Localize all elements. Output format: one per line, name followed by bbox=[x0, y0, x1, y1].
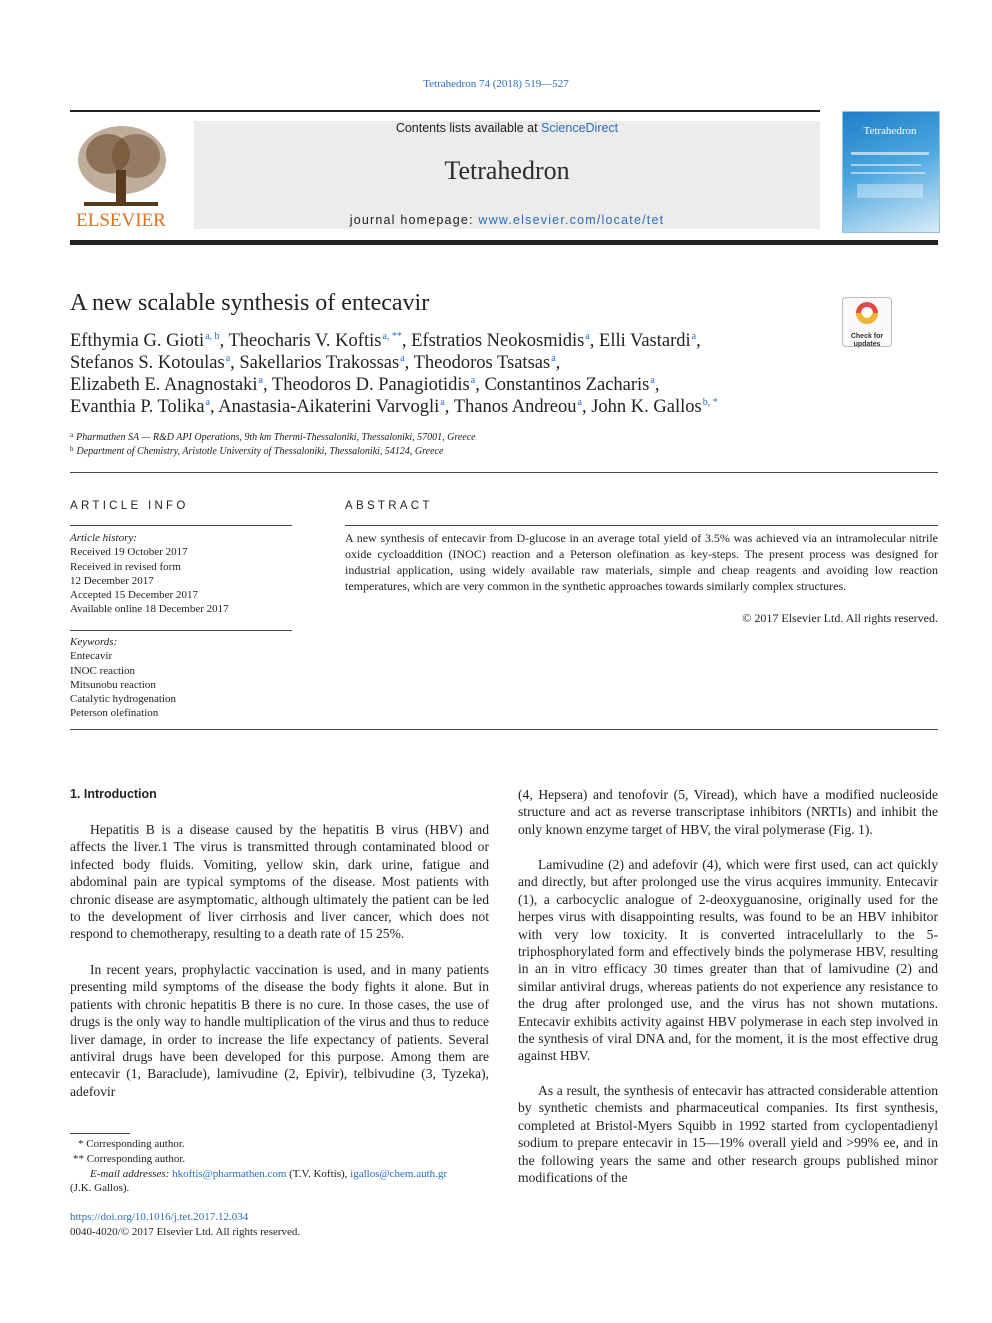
affiliation-text: Department of Chemistry, Aristotle University of Thessaloniki, Thessaloniki, 54124, Greece bbox=[76, 446, 444, 457]
author-name[interactable]: Elli Vastardi bbox=[599, 331, 691, 351]
keyword-item: Entecavir bbox=[70, 650, 113, 663]
email-link-gallos[interactable]: igallos@chem.auth.gr bbox=[350, 1167, 448, 1180]
abstract-copyright: © 2017 Elsevier Ltd. All rights reserved. bbox=[742, 611, 938, 625]
author-separator: , bbox=[262, 375, 272, 395]
keyword-item: Peterson olefination bbox=[70, 707, 159, 720]
author-name[interactable]: John K. Gallos bbox=[591, 397, 702, 417]
author-affiliation-marker[interactable]: a bbox=[585, 331, 590, 342]
history-list bbox=[70, 545, 292, 616]
keyword-item: Mitsunobu reaction bbox=[70, 678, 156, 691]
author-affiliation-marker[interactable]: a bbox=[440, 397, 445, 408]
author-affiliation-marker[interactable]: a bbox=[225, 353, 231, 364]
author-separator: , bbox=[404, 353, 414, 373]
author-affiliation-marker[interactable]: a bbox=[551, 353, 556, 364]
cover-title: Tetrahedron bbox=[863, 125, 917, 137]
affiliation-text: Pharmathen SA — R&D API Operations, 9th km Thermi-Thessaloniki, Thessaloniki, 57001, Greece bbox=[76, 432, 476, 443]
author-affiliation-marker[interactable]: a bbox=[577, 397, 582, 408]
sciencedirect-link[interactable]: ScienceDirect bbox=[541, 121, 619, 135]
journal-citation[interactable]: Tetrahedron 74 (2018) 519—527 bbox=[423, 78, 569, 90]
author-affiliation-marker[interactable]: a bbox=[258, 375, 263, 386]
author-name[interactable]: Anastasia-Aikaterini Varvogli bbox=[218, 397, 440, 417]
author-affiliation-marker[interactable]: a bbox=[400, 353, 405, 364]
article-info-heading: ARTICLE INFO bbox=[70, 500, 189, 512]
author-separator: , bbox=[475, 375, 485, 395]
email-owner-koftis: (T.V. Koftis), bbox=[286, 1167, 351, 1180]
affiliation bbox=[70, 431, 476, 443]
elsevier-tree-logo bbox=[70, 118, 172, 232]
abstract-bottom-rule bbox=[70, 729, 938, 730]
affiliation-marker: a bbox=[70, 431, 74, 439]
section-heading-introduction: 1. Introduction bbox=[70, 787, 157, 801]
keywords-rule bbox=[70, 630, 292, 631]
author-affiliation-marker[interactable]: a, b bbox=[205, 331, 220, 342]
history-item: 12 December 2017 bbox=[70, 574, 154, 587]
author-separator: , bbox=[219, 331, 229, 351]
abstract-text: A new synthesis of entecavir from D-glucose in an average total yield of 3.5% was achieved via an intramolecular nitrile oxide cycloaddition (INOC) reaction and a Peterson olefination as key-steps. The present process was designed for industrial application, using widely available raw materials, simple and cheap reagents and avoiding low reaction temperatures, which are very common in the synthetic approaches towards similarly complex structures. bbox=[345, 531, 938, 593]
intro-paragraph-2: In recent years, prophylactic vaccination is used, and in many patients presenting mild symptoms of the disease the body fights it alone. But in patients with chronic hepatitis B there is no cure. In those cases, the use of drugs is the only way to handle multiplication of the virus and thus to reduce liver damage, in order to increase the life expectancy of patients. Several antiviral drugs have been developed for this purpose. Among them are entecavir (1, Baraclude), lamivudine (2, Epivir), telbivudine (3, Tyzeka), adefovir bbox=[70, 962, 489, 1099]
author-affiliation-marker[interactable]: a bbox=[691, 331, 697, 342]
author-name[interactable]: Theodoros Tsatsas bbox=[413, 353, 551, 373]
crossmark-label: Check for updates bbox=[850, 333, 884, 348]
email-link-koftis[interactable]: hkoftis@pharmathen.com bbox=[172, 1167, 287, 1180]
email-label: E-mail addresses: bbox=[90, 1167, 173, 1180]
keyword-item: Catalytic hydrogenation bbox=[70, 693, 176, 706]
author-name[interactable]: Efthymia G. Gioti bbox=[70, 331, 205, 351]
author-separator: , bbox=[654, 375, 660, 395]
author-name[interactable]: Evanthia P. Tolika bbox=[70, 397, 205, 417]
issn-line: 0040-4020/© 2017 Elsevier Ltd. All rights reserved. bbox=[70, 1226, 301, 1238]
keywords-block bbox=[70, 635, 292, 721]
author-separator: , bbox=[581, 397, 592, 417]
author-affiliation-marker[interactable]: b, * bbox=[702, 397, 718, 408]
footnote-rule bbox=[70, 1133, 130, 1134]
author-name[interactable]: Stefanos S. Kotoulas bbox=[70, 353, 225, 373]
abstract-heading: ABSTRACT bbox=[345, 500, 433, 512]
author-name[interactable]: Efstratios Neokosmidis bbox=[411, 331, 585, 351]
author-name[interactable]: Thanos Andreou bbox=[453, 397, 577, 417]
homepage-line bbox=[194, 213, 820, 227]
article-history bbox=[70, 531, 292, 617]
author-name[interactable]: Elizabeth E. Anagnostaki bbox=[70, 375, 258, 395]
author-separator: , bbox=[696, 331, 701, 351]
author-separator: , bbox=[555, 353, 561, 373]
intro-paragraph-1: Hepatitis B is a disease caused by the hepatitis B virus (HBV) and affects the liver.1 The virus is transmitted through contaminated blood or infected body fluids. Vomiting, yellow skin, dark urine, fatigue and abdominal pain are typical symptoms of the disease. Most patients with chronic disease are asymptomatic, although ultimately the patient can be led to the development of liver cirrhosis and liver cancer, which does not respond to chemotherapy, resulting to a death rate of 15 25%. bbox=[70, 822, 489, 942]
homepage-link[interactable]: www.elsevier.com/locate/tet bbox=[478, 213, 665, 227]
author-name[interactable]: Theodoros D. Panagiotidis bbox=[271, 375, 470, 395]
author-line bbox=[70, 331, 701, 352]
author-affiliation-marker[interactable]: a, ** bbox=[382, 331, 402, 342]
article-title: A new scalable synthesis of entecavir bbox=[70, 290, 430, 316]
contents-line bbox=[194, 121, 820, 135]
journal-name: Tetrahedron bbox=[444, 156, 570, 185]
author-separator: , bbox=[444, 397, 454, 417]
history-item: Available online 18 December 2017 bbox=[70, 603, 229, 616]
author-separator: , bbox=[210, 397, 219, 417]
author-line bbox=[70, 397, 718, 418]
keyword-item: INOC reaction bbox=[70, 664, 136, 677]
doi-link[interactable]: https://doi.org/10.1016/j.tet.2017.12.034 bbox=[70, 1211, 249, 1223]
header-rule bbox=[70, 110, 820, 112]
section-rule bbox=[70, 472, 938, 473]
contents-prefix: Contents lists available at bbox=[395, 121, 542, 135]
author-line bbox=[70, 353, 560, 374]
author-affiliation-marker[interactable]: a bbox=[650, 375, 655, 386]
history-item: Accepted 15 December 2017 bbox=[70, 589, 198, 602]
corresponding-author-1: * Corresponding author. bbox=[78, 1138, 185, 1150]
keywords-label: Keywords: bbox=[70, 636, 118, 648]
affiliation bbox=[70, 445, 443, 457]
author-separator: , bbox=[230, 353, 240, 373]
author-name[interactable]: Constantinos Zacharis bbox=[484, 375, 650, 395]
article-info-rule bbox=[70, 525, 292, 526]
author-separator: , bbox=[401, 331, 412, 351]
footnotes bbox=[70, 1137, 489, 1196]
author-name[interactable]: Sakellarios Trakossas bbox=[239, 353, 400, 373]
author-line bbox=[70, 375, 659, 396]
header-thick-rule bbox=[70, 240, 938, 245]
author-name[interactable]: Theocharis V. Koftis bbox=[228, 331, 382, 351]
intro-paragraph-3: (4, Hepsera) and tenofovir (5, Viread), which have a modified nucleoside structure and act as reverse transcriptase inhibitors (NRTIs) and inhibit the only known enzyme target of HBV, the viral polymerase (Fig. 1). bbox=[518, 787, 938, 837]
abstract-rule bbox=[345, 525, 938, 526]
history-label: Article history: bbox=[70, 532, 137, 544]
intro-paragraph-4: Lamivudine (2) and adefovir (4), which were first used, can act quickly and directly, but after prolonged use the virus acquires immunity. Entecavir (1), a carbocyclic analogue of 2-deoxyguanosine, originally used for the herpes virus with disappointing results, was found to be an HBV inhibitor with very low toxicity. It is converted intracelullarly to the 5-triphosphorylated form and effectively binds the polymerase HBV, resulting in an in vitro efficacy 30 times greater than that of lamivudine (2) and similar antiviral drugs, whereas patients do not experience any resistance to the drug after prolonged use, and the virus has not shown mutations. Entecavir exhibits activity against HBV polymerase in each step involved in the synthesis of viral DNA and, for the moment, it is the most effective drug against HBV. bbox=[518, 857, 938, 1064]
author-affiliation-marker[interactable]: a bbox=[205, 397, 210, 408]
history-item: Received in revised form bbox=[70, 560, 181, 573]
author-affiliation-marker[interactable]: a bbox=[470, 375, 476, 386]
homepage-prefix: journal homepage: bbox=[349, 213, 479, 227]
history-item: Received 19 October 2017 bbox=[70, 546, 188, 559]
intro-paragraph-5: As a result, the synthesis of entecavir has attracted considerable attention by synthetic chemists and pharmaceutical companies. Its first synthesis, completed at Bristol-Myers Squibb in 1992 started from cyclopentadienyl sodium to prepare entecavir in 15—19% overall yield and >99% ee, and in the following years the same and other research groups published minor modifications of the bbox=[518, 1083, 938, 1186]
keyword-list bbox=[70, 649, 292, 720]
elsevier-wordmark: ELSEVIER bbox=[76, 210, 166, 231]
corresponding-author-2: ** Corresponding author. bbox=[73, 1152, 186, 1165]
crossmark-icon bbox=[843, 298, 891, 328]
check-for-updates-badge[interactable] bbox=[842, 297, 892, 347]
author-separator: , bbox=[589, 331, 600, 351]
email-owner-gallos: (J.K. Gallos). bbox=[70, 1182, 130, 1195]
affiliation-marker: b bbox=[70, 445, 74, 453]
